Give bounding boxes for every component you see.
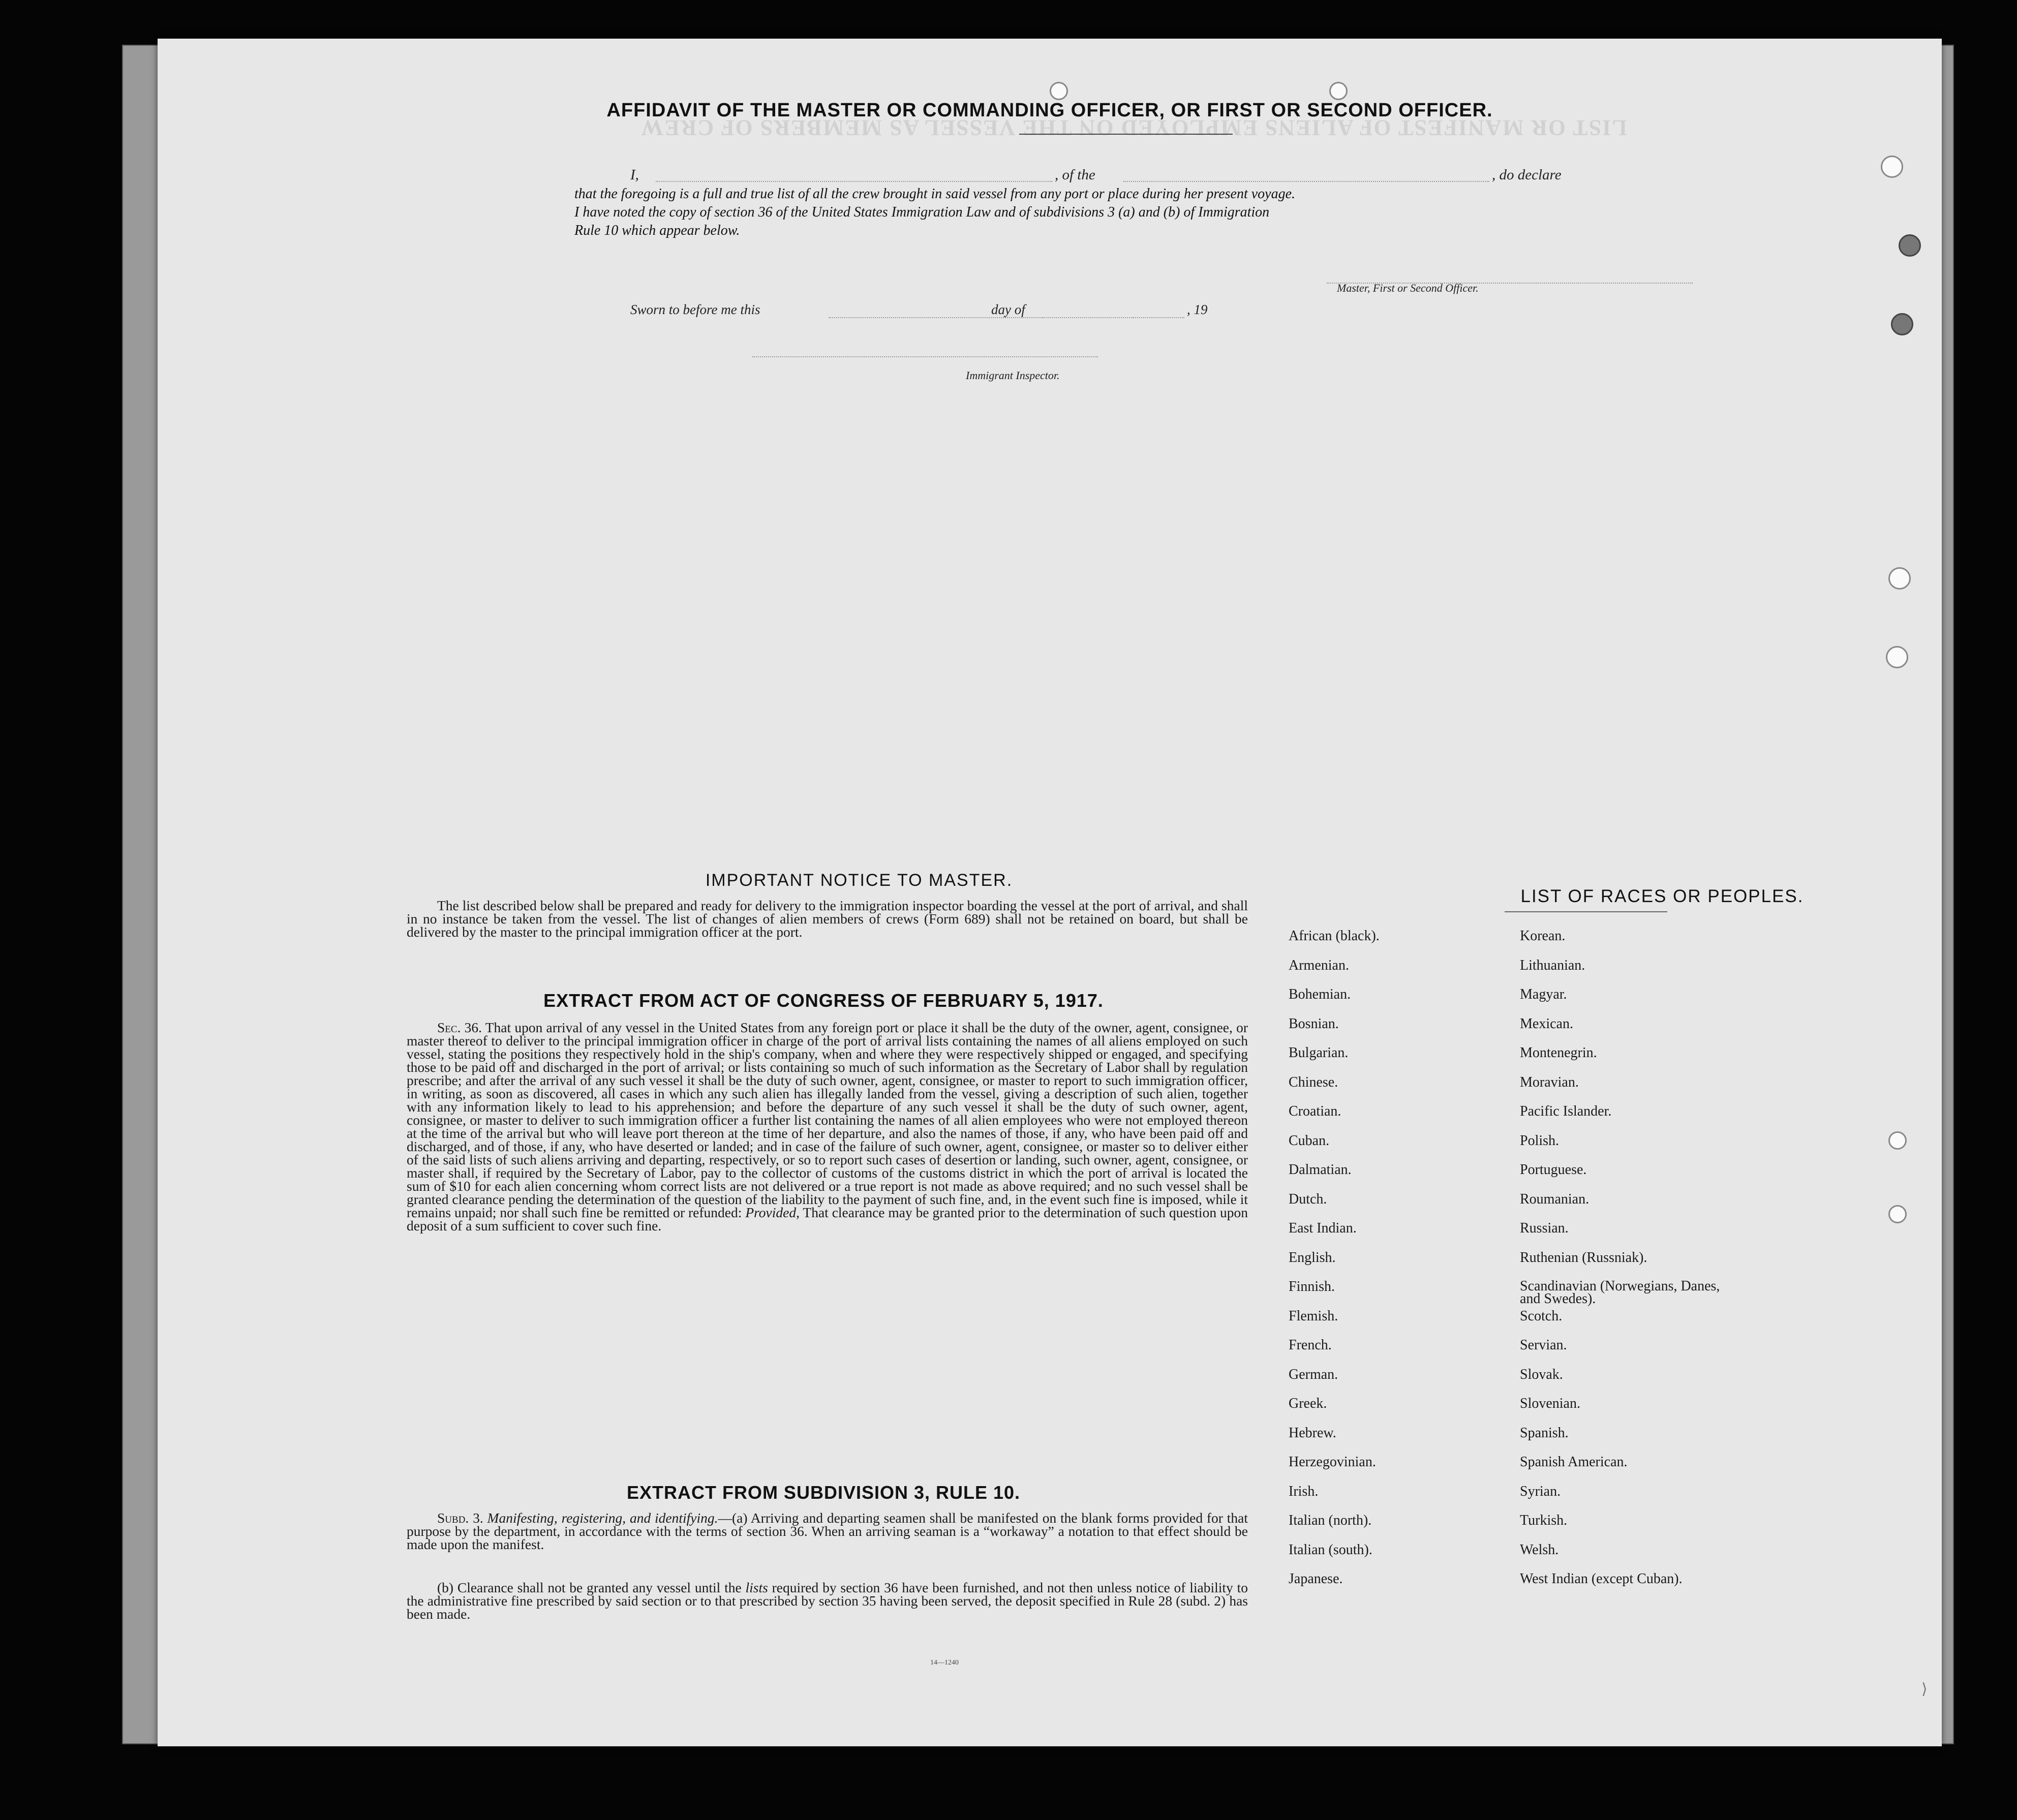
races-underline: [1505, 911, 1667, 912]
form-number: 14—1240: [930, 1659, 959, 1667]
affidavit-title: AFFIDAVIT OF THE MASTER OR COMMANDING OFFICER, OR FIRST OR SECOND OFFICER.: [606, 100, 1493, 121]
act-extract-title: EXTRACT FROM ACT OF CONGRESS OF FEBRUARY 5, 1917.: [543, 990, 1104, 1011]
race-item: Syrian.: [1520, 1483, 1561, 1499]
declaration-line: I have noted the copy of section 36 of the United States Immigration Law and of subdivisions 3 (a) and (b) of Immigration: [574, 204, 1270, 220]
inspector-label: Immigrant Inspector.: [966, 369, 1060, 382]
race-item: French.: [1289, 1337, 1332, 1353]
races-left-column: [1289, 929, 1380, 1601]
race-item: Slovenian.: [1520, 1396, 1580, 1411]
punch-hole-icon: [1050, 82, 1068, 100]
race-item: Korean.: [1520, 928, 1566, 944]
race-item: Welsh.: [1520, 1541, 1559, 1558]
section-label: Sec. 36.: [437, 1020, 482, 1035]
document-page: [158, 39, 1942, 1746]
race-item: Japanese.: [1289, 1571, 1343, 1587]
race-item: Scandinavian (Norwegians, Danes, and Swedes).: [1520, 1278, 1720, 1307]
sworn-month-blank: [1042, 317, 1184, 318]
notice-text: The list described below shall be prepared and ready for delivery to the immigration inspector boarding the vessel at the port of arrival, and shall in no instance be taken from the vessel. The list of changes of alien members of crews (Form 689) shall not be retained on board, but shall be delivered by the master to the principal immigration officer at the port.: [407, 898, 1248, 940]
sworn-label: Sworn to before me this: [630, 302, 760, 317]
race-item: Chinese.: [1289, 1074, 1338, 1090]
punch-hole-icon: [1888, 567, 1911, 590]
race-item: Bosnian.: [1289, 1015, 1339, 1032]
punch-hole-icon: [1899, 234, 1921, 257]
race-item: Scotch.: [1520, 1308, 1563, 1324]
bleed-through-text: LIST OR MANIFEST OF ALIENS EMPLOYED ON THE VESSEL AS MEMBERS OF CREW: [640, 115, 1627, 140]
race-item: Cuban.: [1289, 1132, 1330, 1149]
race-item: Finnish.: [1289, 1279, 1335, 1294]
race-item: Spanish American.: [1520, 1454, 1628, 1470]
act-section-text: [407, 1021, 1248, 1232]
race-item: Armenian.: [1289, 957, 1349, 973]
declare-label: , do declare: [1492, 167, 1562, 183]
title-underline: [1019, 134, 1233, 135]
section-36-end: That clearance may be granted prior to the determination of such question upon deposit of a sum sufficient to cover such fine.: [407, 1205, 1248, 1233]
vessel-blank: [1123, 181, 1489, 182]
section-36-body: That upon arrival of any vessel in the United States from any foreign port or place it shall be the duty of the owner, agent, consignee, or master thereof to deliver to the principal immigration officer in charge of the port of arrival lists containing the names of all aliens employed on such vessel, stating the positions they respectively hold in the ship's company, when and where they were respectively shipped or engaged, and specifying those to be paid off and discharged in the port of arrival; or lists containing so much of such information as the Secretary of Labor shall by regulation prescribe; and after the arrival of any such vessel it shall be the duty of such owner, agent, consignee, or master to report to such immigration officer, in writing, as soon as discovered, all cases in which any such alien has illegally landed from the vessel, giving a description of such alien, together with any information likely to lead to his apprehension; and before the departure of any such vessel it shall be the duty of such owner, agent, consignee, or master to deliver to such immigration officer a further list containing the names of all alien employees who were not employed thereon at the time of the arrival but who will leave port thereon at the time of her departure, and also the names of those, if any, who have been paid off and discharged, and of those, if any, who have deserted or landed; and in case of the failure of such owner, agent, consignee, or master so to deliver either of the said lists of such aliens arriving and departing, respectively, or so to report such cases of desertion or landing, such owner, agent, consignee, or master shall, if required by the Secretary of Labor, pay to the collector of customs of the customs district in which the port of arrival is located the sum of $10 for each alien concerning whom correct lists are not delivered or a true report is not made as above required; and no such vessel shall be granted clearance pending the determination of the question of the liability to the payment of such fine, and, in the event such fine is imposed, while it remains unpaid; nor shall such fine be remitted or refunded:: [407, 1020, 1248, 1220]
race-item: Greek.: [1289, 1396, 1327, 1411]
races-title: LIST OF RACES OR PEOPLES.: [1520, 886, 1804, 906]
race-item: Hebrew.: [1289, 1425, 1336, 1441]
race-item: Slovak.: [1520, 1366, 1563, 1382]
race-item: Mexican.: [1520, 1015, 1573, 1032]
subd-b-start: (b) Clearance shall not be granted any vessel until the: [437, 1580, 742, 1595]
subd-b-end: required by section 36 have been furnished, and not then unless notice of liability to the administrative fine prescribed by said section or to that prescribed by section 35 having been served, the deposit specified in Rule 28 (subd. 2) has been made.: [407, 1580, 1248, 1622]
race-item: Servian.: [1520, 1337, 1567, 1353]
subd-label: Subd. 3.: [437, 1510, 483, 1526]
punch-hole-icon: [1891, 313, 1913, 335]
race-item: Dutch.: [1289, 1191, 1327, 1207]
race-item: Herzegovinian.: [1289, 1454, 1376, 1470]
name-blank: [656, 181, 1052, 182]
of-the-label: , of the: [1055, 167, 1095, 183]
punch-hole-icon: [1329, 82, 1348, 100]
race-item: Croatian.: [1289, 1103, 1341, 1119]
race-item: African (black).: [1289, 928, 1380, 944]
subd-heading: Manifesting, registering, and identifying.: [487, 1510, 718, 1526]
punch-hole-icon: [1886, 646, 1908, 668]
race-item: West Indian (except Cuban).: [1520, 1571, 1683, 1587]
race-item: Lithuanian.: [1520, 957, 1585, 973]
pencil-mark-icon: ⟩: [1921, 1681, 1928, 1698]
race-item: East Indian.: [1289, 1220, 1357, 1236]
race-item: Dalmatian.: [1289, 1162, 1352, 1178]
declaration-line: Rule 10 which appear below.: [574, 223, 740, 238]
subd-a-text: —(a) Arriving and departing seamen shall be manifested on the blank forms provided for that purpose by the department, in accordance with the terms of section 36. When an arriving seaman is a “workaway” a notation to that effect should be made upon the manifest.: [407, 1510, 1248, 1552]
master-signature-label: Master, First or Second Officer.: [1337, 282, 1479, 294]
declaration-line: that the foregoing is a full and true list of all the crew brought in said vessel from any port or place during her present voyage.: [574, 186, 1296, 202]
i-label: I,: [630, 167, 639, 183]
notice-title: IMPORTANT NOTICE TO MASTER.: [705, 871, 1013, 890]
race-item: Bohemian.: [1289, 986, 1351, 1002]
race-item: German.: [1289, 1366, 1338, 1382]
race-item: Irish.: [1289, 1483, 1319, 1499]
race-item: Portuguese.: [1520, 1162, 1587, 1178]
race-item: Polish.: [1520, 1132, 1560, 1149]
race-item: Spanish.: [1520, 1425, 1569, 1441]
punch-hole-icon: [1881, 156, 1903, 178]
punch-hole-icon: [1888, 1131, 1907, 1150]
race-item: Russian.: [1520, 1220, 1569, 1236]
race-item: Italian (south).: [1289, 1541, 1372, 1558]
race-item: Turkish.: [1520, 1513, 1568, 1528]
races-right-column: [1520, 929, 1733, 1601]
race-item: Pacific Islander.: [1520, 1103, 1612, 1119]
rule-extract-title: EXTRACT FROM SUBDIVISION 3, RULE 10.: [626, 1482, 1021, 1503]
punch-hole-icon: [1888, 1205, 1907, 1223]
inspector-signature-blank: [752, 356, 1098, 357]
race-item: Magyar.: [1520, 986, 1567, 1002]
race-item: Ruthenian (Russniak).: [1520, 1249, 1647, 1266]
race-item: English.: [1289, 1249, 1336, 1266]
lists-word: lists: [745, 1580, 768, 1595]
day-of-label: day of: [991, 302, 1025, 317]
rule-subd-a: [407, 1511, 1248, 1551]
race-item: Roumanian.: [1520, 1191, 1590, 1207]
race-item: Bulgarian.: [1289, 1045, 1349, 1061]
provided-label: Provided,: [745, 1205, 800, 1220]
race-item: Montenegrin.: [1520, 1045, 1597, 1061]
race-item: Moravian.: [1520, 1074, 1579, 1090]
race-item: Flemish.: [1289, 1308, 1338, 1324]
year-label: , 19: [1187, 302, 1208, 317]
race-item: Italian (north).: [1289, 1513, 1372, 1528]
rule-subd-b: [407, 1581, 1248, 1621]
